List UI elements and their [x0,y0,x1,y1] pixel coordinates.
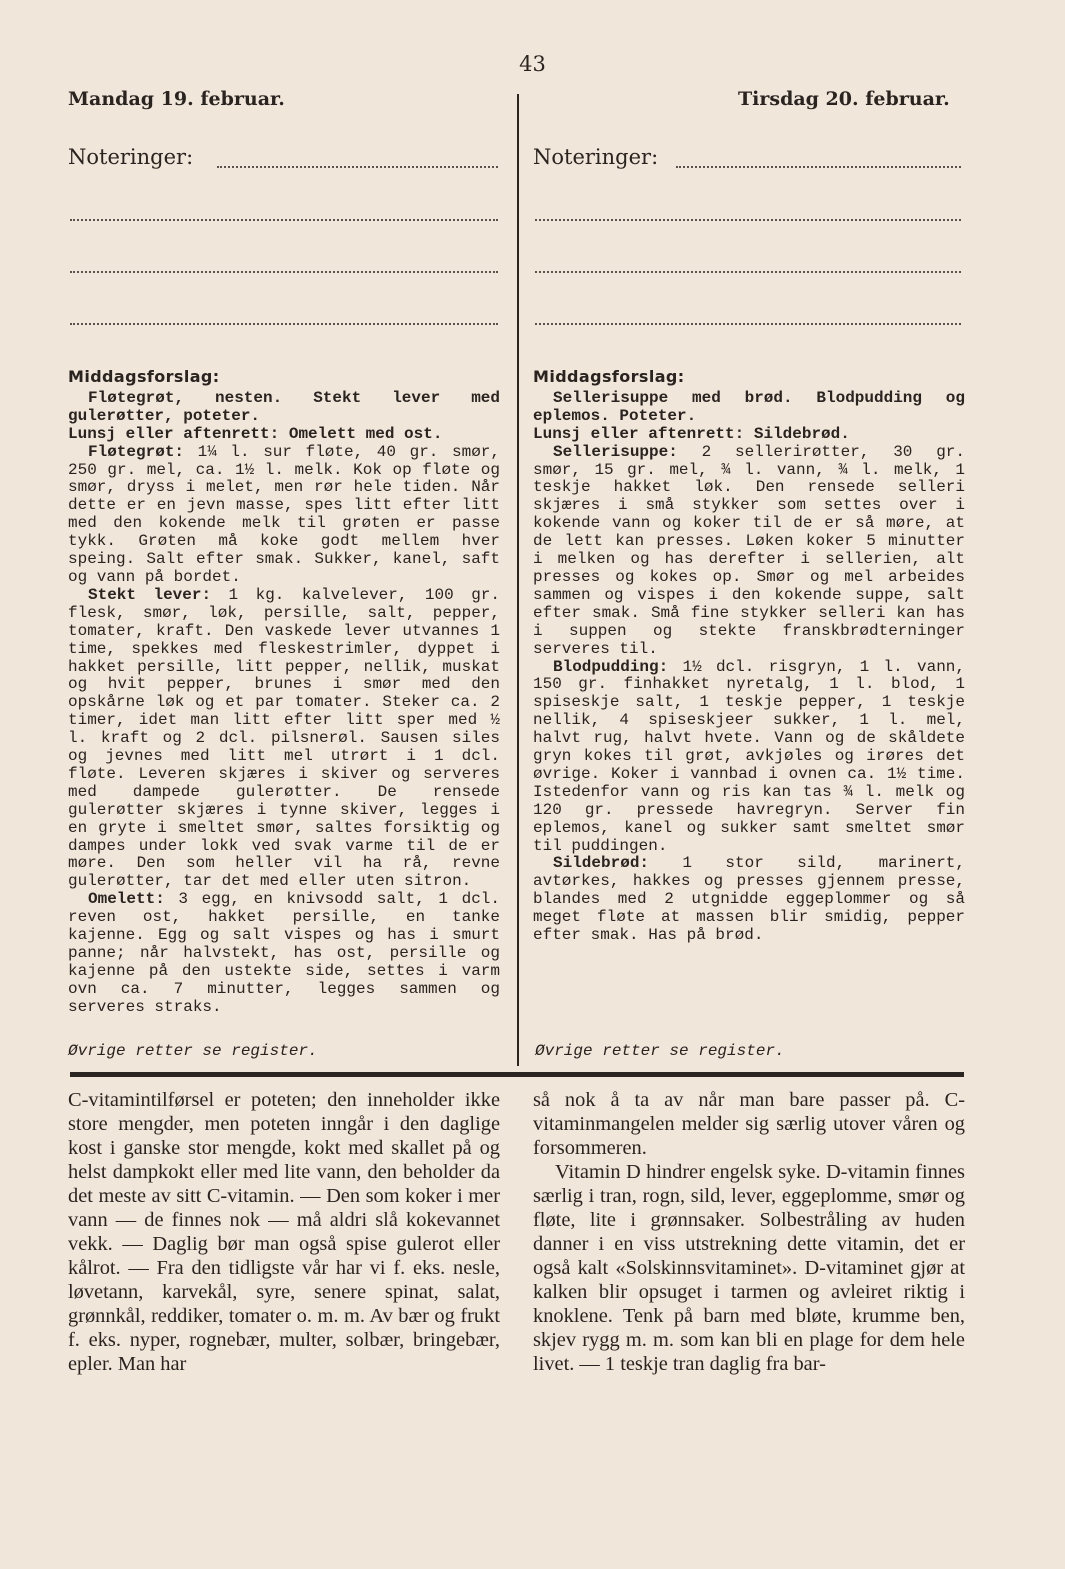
recipe-right-2 [533,659,965,856]
dinner-suggestion-right-text: Sellerisuppe med brød. Blodpudding og eplemos. Poteter. [533,388,965,425]
menu-heading-right: Middagsforslag: [533,367,685,386]
lunch-right [533,426,965,444]
notes-label-left: Noteringer: [68,145,194,169]
dinner-suggestion-right [533,390,965,426]
column-divider [517,94,519,1066]
recipe-name: Fløtegrøt: [88,442,185,461]
recipe-name: Sellerisuppe: [553,442,678,461]
notes-line-left-1 [217,166,498,168]
recipe-text: 2 sellerirøtter, 30 gr. smør, 15 gr. mel, ¾ l. vann, ¾ l. melk, 1 teskje hakket løk. Den rensede selleri skjæres i små stykker som settes over i kokende vann og koker til de er så møre, at de lett kan presses. Løken koker 5 minutter i melken og has derefter i sellerien, alt presses og kokes op. Smør og mel arbeides sammen og vispes i den kokende suppe, salt efter smak. Små fine stykker selleri kan has i suppen og stekte franskbrødterninger serveres til. [533,442,965,658]
lunch-right-text: Lunsj eller aftenrett: Sildebrød. [533,424,850,443]
lunch-left [68,426,500,444]
article-left-paragraph: C-vitamintilførsel er poteten; den inneholder ikke store mengder, men poteten inngår i den daglige kost i ganske stor mengde, kokt med skallet på og helst dampkokt eller med lite vann, den beholder da det meste av sitt C-vitamin. — Den som koker i mer vann — de finnes nok — må aldri slå kokevannet vekk. — Daglig bør man også spise gulerot eller kålrot. — Fra den tidligste vår har vi f. eks. nesle, løvetann, karvekål, syre, senere spinat, salat, grønnkål, reddiker, tomater o. m. m. Av bær og frukt f. eks. nyper, rognebær, multer, solbær, bringebær, epler. Man har [68,1089,500,1375]
dinner-suggestion-left [68,390,500,426]
recipe-right-1 [533,444,965,659]
recipe-left-1 [68,444,500,587]
recipe-name: Stekt lever: [88,585,212,604]
notes-label-right: Noteringer: [533,145,659,169]
recipe-name: Sildebrød: [553,854,650,873]
article-right-paragraph-2: Vitamin D hindrer engelsk syke. D-vitamin finnes særlig i tran, rogn, sild, lever, eggeplomme, smør og fløte, lite i grønnsaker. Solbestråling av huden danner i en viss utstrekning dette vitamin, det er også kalt «Solskinnsvitaminet». D-vitaminet gjør at kalken blir opsuget i tarmen og avleiret riktig i knoklene. Tenk på barn med bløte, krumme ben, skjev rygg m. m. som kan bli en plage for dem hele livet. — 1 teskje tran daglig fra bar- [533,1161,965,1375]
notes-line-right-1 [676,166,961,168]
notes-line-right-2 [535,219,961,221]
recipe-right-3 [533,855,965,945]
article-right-paragraph-1: så nok å ta av når man bare passer på. C-vitaminmangelen melder sig særlig utover våren og forsommeren. [533,1089,965,1159]
page-number: 43 [519,52,546,76]
notes-line-left-3 [70,271,498,273]
recipe-text: 1 stor sild, marinert, avtørkes, hakkes og presses gjennem presse, blandes med 2 utgnidde eggeplommer og så meget fløte at massen blir smidig, pepper efter smak. Has på brød. [533,854,965,945]
menu-heading-left: Middagsforslag: [68,367,220,386]
other-dishes-right: Øvrige retter se register. [535,1042,785,1060]
notes-line-left-4 [70,323,498,325]
recipe-text: 1½ dcl. risgryn, 1 l. vann, 150 gr. finhakket nyretalg, 1 l. blod, 1 spiseskje salt, 1 teskje pepper, 1 teskje nellik, 4 spiseskjeer sukker, 1 l. mel, halvt rug, halvt hvete. Vann og de skåldete gryn kokes til grøt, avkjøles og irøres det øvrige. Koker i vannbad i ovnen ca. 1½ time. Istedenfor vann og ris kan tas ¾ l. melk og 120 gr. pressede havregryn. Server fin eplemos, kanel og sukker samt smeltet smør til puddingen. [533,657,965,855]
recipe-name: Blodpudding: [553,657,669,676]
recipe-left-2 [68,587,500,891]
recipe-text: 1¼ l. sur fløte, 40 gr. smør, 250 gr. mel, ca. 1½ l. melk. Kok op fløte og smør, dryss i melet, men rør hele tiden. Når dette er en jevn masse, spes litt efter litt med den kokende melk til grøten er passe tykk. Grøten må koke godt mellem hver speing. Salt efter smak. Sukker, kanel, saft og vann på bordet. [68,442,500,586]
article-left-column [68,1088,500,1376]
recipe-name: Omelett: [88,890,165,909]
menu-left [68,368,500,1017]
notes-line-right-3 [535,271,961,273]
menu-right [533,368,965,945]
recipe-text: 3 egg, en knivsodd salt, 1 dcl. reven ost, hakket persille, en tanke kajenne. Egg og salt vispes og has i smurt panne; når halvstekt, has ost, persille og kajenne på den ustekte side, settes i varm ovn ca. 7 minutter, legges sammen og serveres straks. [68,890,500,1016]
recipe-text: 1 kg. kalvelever, 100 gr. flesk, smør, løk, persille, salt, pepper, tomater, kraft. Den vaskede lever utvannes 1 time, spekkes med fleskestrimler, dyppet i hakket persille, litt pepper, nellik, muskat og hvit pepper, brunes i smør med den opskårne løk og et par tomater. Steker ca. 2 timer, idet man litt efter litt sper med ½ l. kraft og 2 dcl. pilsnerøl. Sausen siles og jevnes med litt mel utrørt i 1 dcl. fløte. Leveren skjæres i skiver og serveres med dampede gulerøtter. De rensede gulerøtter skjæres i tynne skiver, legges i en gryte i smeltet smør, saltes forsiktig og dampes under lokk ved svak varme til de er møre. Den som heller vil ha rå, revne gulerøtter, tar det med eller uten sitron. [68,585,501,891]
day-heading-monday: Mandag 19. februar. [68,88,285,110]
dinner-suggestion-left-text: Fløtegrøt, nesten. Stekt lever med gulerøtter, poteter. [68,388,500,425]
lunch-left-text: Lunsj eller aftenrett: Omelett med ost. [68,424,443,443]
notes-line-left-2 [70,219,498,221]
recipe-left-3 [68,891,500,1016]
day-heading-tuesday: Tirsdag 20. februar. [738,88,950,110]
notes-line-right-4 [535,323,961,325]
article-right-column [533,1088,965,1376]
section-rule [70,1072,964,1077]
other-dishes-left: Øvrige retter se register. [68,1042,318,1060]
